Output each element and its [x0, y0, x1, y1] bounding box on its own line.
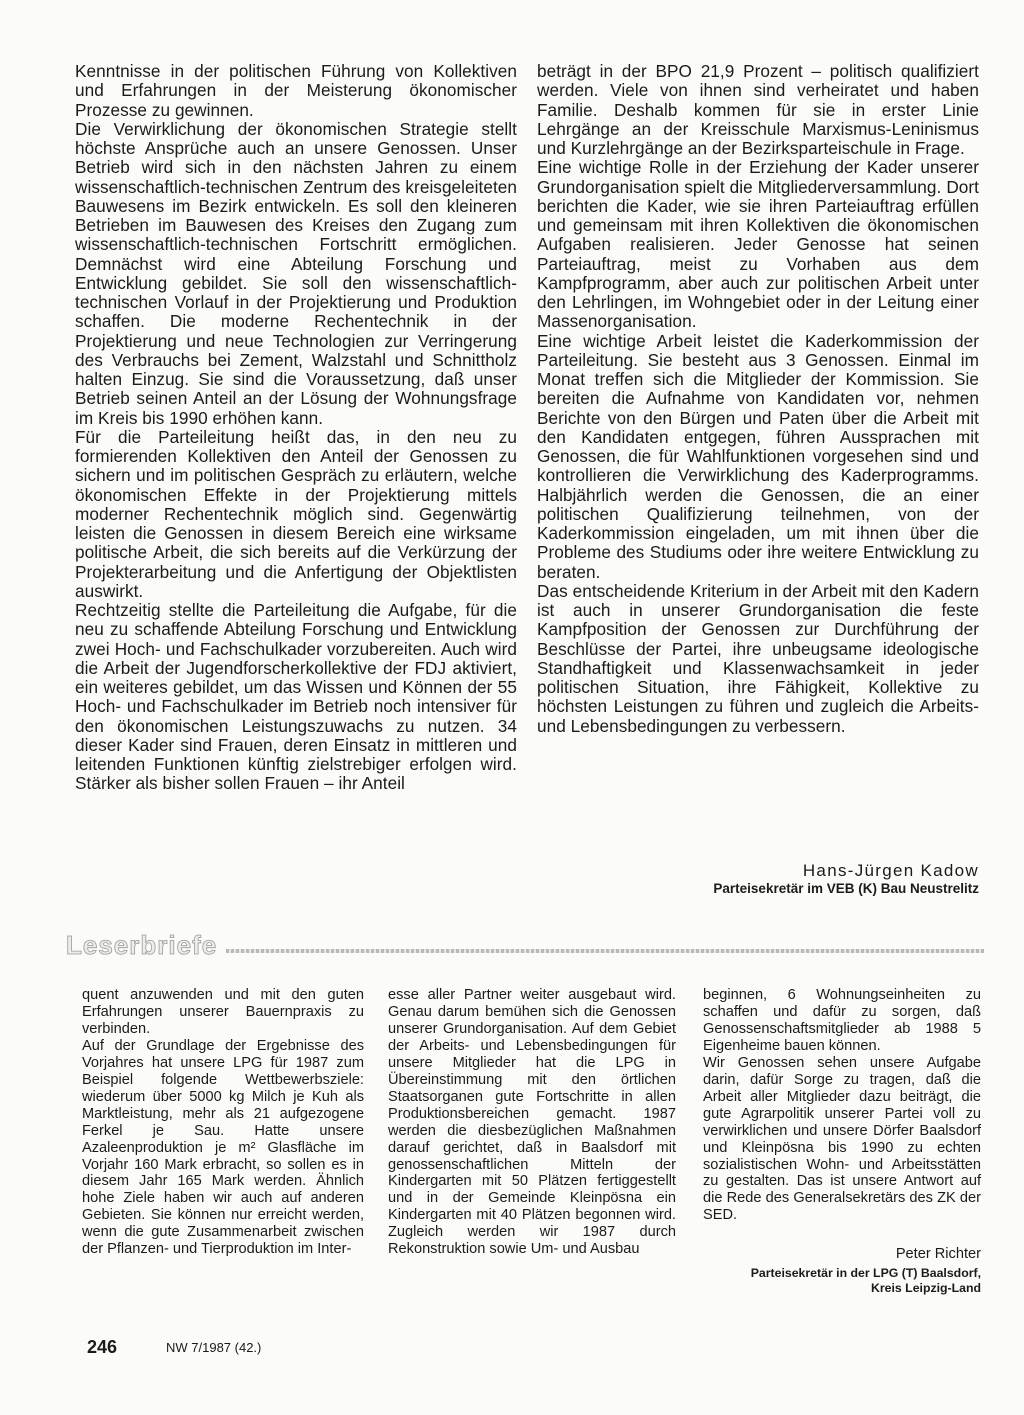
article-paragraph: Eine wichtige Arbeit leistet die Kaderkommission der Parteileitung. Sie besteht aus 3 Genossen. Einmal im Monat treffen sich die Mitglieder der Kommission. Sie bereiten die Aufnahme von Kandidaten vor, nehmen Berichte von den Bürgen und Paten über die Arbeit mit den Kandidaten entgegen, führen Aussprachen mit Genossen, die für Wahlfunktionen vorgesehen sind und kontrollieren die Verwirklichung des Kaderprogramms. Halbjährlich werden die Genossen, die an einer politischen Qualifizierung teilnehmen, von der Kaderkommission eingeladen, um mit ihnen über die Probleme des Studiums oder ihre weitere Entwicklung zu beraten. [537, 330, 979, 582]
article-paragraph: Die Verwirklichung der ökonomischen Strategie stellt höchste Ansprüche auch an unsere Genossen. Unser Betrieb wird sich in den nächsten Jahren zu einem wissenschaftlich-technischen Zentrum des kreisgeleiteten Bauwesens im Bezirk entwickeln. Es soll den kleineren Betrieben im Bauwesen des Kreises den Zugang zum wissenschaftlich-technischen Fortschritt ermöglichen. Demnächst wird eine Abteilung Forschung und Entwicklung gebildet. Sie soll den wissenschaftlich-technischen Vorlauf in der Projektierung und Produktion schaffen. Die moderne Rechentechnik in der Projektierung und neue Technologien zur Verringerung des Verbrauchs bei Zement, Walzstahl und Schnittholz halten Einzug. Sie sind die Voraussetzung, daß unser Betrieb seinen Anteil an der Lösung der Wohnungsfrage im Kreis bis 1990 erhöhen kann. [75, 118, 517, 428]
issue-reference: NW 7/1987 (42.) [166, 1340, 262, 1355]
letter-paragraph: Wir Genossen sehen unsere Aufgabe darin, dafür Sorge zu tragen, daß die Arbeit aller Mitglieder dazu beiträgt, die gute Agrarpolitik unserer Partei voll zu verwirklichen und unsere Dörfer Baalsdorf und Kleinpösna bis 1990 zu echten sozialistischen Wohn- und Arbeitsstätten zu gestalten. Das ist unsere Antwort auf die Rede des Generalsekretärs des ZK der SED. [703, 1054, 981, 1224]
letter-author-role-line: Kreis Leipzig-Land [871, 1281, 981, 1295]
section-banner [66, 930, 984, 970]
letter-author: Peter Richter [895, 1246, 981, 1262]
article-author: Hans-Jürgen Kadow [802, 861, 979, 880]
article-author-role: Parteisekretär im VEB (K) Bau Neustrelitz [713, 881, 979, 896]
letter-author-role [703, 1266, 981, 1296]
letter-column-2 [388, 987, 676, 1258]
article-paragraph: Für die Parteileitung heißt das, in den neu zu formierenden Kollektiven den Anteil der Genossen zu sichern und im politischen Gespräch zu erläutern, welche ökonomischen Effekte in der Projektierung mittels moderner Rechentechnik möglich sind. Gegenwärtig leisten die Genossen in diesem Bereich eine wirksame politische Arbeit, die sich bereits auf die Verkürzung der Projekterarbeitung und die Anfertigung der Objektlisten auswirkt. [75, 426, 517, 601]
article-column-right [537, 62, 979, 736]
article-paragraph: Eine wichtige Rolle in der Erziehung der Kader unserer Grundorganisation spielt die Mitgliederversammlung. Dort berichten die Kader, wie sie ihren Parteiauftrag erfüllen und gemeinsam mit ihren Kollektiven die ökonomischen Aufgaben realisieren. Jeder Genosse hat seinen Parteiauftrag, meist zu Vorhaben aus dem Kampfprogramm, aber auch zur politischen Arbeit unter den Lehrlingen, im Wohngebiet oder in der Leitung einer Massenorganisation. [537, 157, 979, 332]
article-column-left [75, 62, 517, 794]
letter-column-3 [703, 987, 981, 1224]
article-paragraph: Kenntnisse in der politischen Führung von Kollektiven und Erfahrungen in der Meisterung ökonomischer Prozesse zu gewinnen. [75, 61, 517, 120]
letter-paragraph: beginnen, 6 Wohnungseinheiten zu schaffen und dafür zu sorgen, daß Genossenschaftsmitglieder ab 1988 5 Eigenheime bauen können. [703, 987, 981, 1054]
section-title: Leserbriefe [66, 930, 218, 960]
letter-paragraph: quent anzuwenden und mit den guten Erfahrungen unserer Bauernpraxis zu verbinden. [82, 987, 364, 1037]
letter-column-1 [82, 987, 364, 1258]
banner-rule [226, 949, 984, 953]
letter-paragraph: Auf der Grundlage der Ergebnisse des Vorjahres hat unsere LPG für 1987 zum Beispiel folgende Wettbewerbsziele: wiederum über 5000 kg Milch je Kuh als Marktleistung, mehr als 21 aufgezogene Ferkel je Sau. Hatte unsere Azaleenproduktion je m² Glasfläche im Vorjahr 160 Mark erbracht, so sollen es in diesem Jahr 165 Mark werden. Ähnlich hohe Ziele haben wir auch auf anderen Gebieten. Sie können nur erreicht werden, wenn die gute Zusammenarbeit zwischen der Pflanzen- und Tierproduktion im Inter- [82, 1037, 364, 1258]
article-paragraph: Das entscheidende Kriterium in der Arbeit mit den Kadern ist auch in unserer Grundorganisation die feste Kampfposition der Genossen zur Durchführung der Beschlüsse der Partei, ihre unbeugsame ideologische Standhaftigkeit und Klassenwachsamkeit in jeder politischen Situation, ihre Fähigkeit, Kollektive zu höchsten Leistungen zu führen und zugleich die Arbeits- und Lebensbedingungen zu verbessern. [537, 580, 979, 736]
page-number: 246 [87, 1337, 118, 1357]
letter-author-role-line: Parteisekretär in der LPG (T) Baalsdorf, [750, 1266, 981, 1280]
article-paragraph: Rechtzeitig stellte die Parteileitung die Aufgabe, für die neu zu schaffende Abteilung Forschung und Entwicklung zwei Hoch- und Fachschulkader vorzubereiten. Auch wird die Arbeit der Jugendforscherkollektive der FDJ aktiviert, ein weiteres gebildet, um das Wissen und Können der 55 Hoch- und Fachschulkader im Betrieb noch intensiver für den ökonomischen Leistungszuwachs zu nutzen. 34 dieser Kader sind Frauen, deren Einsatz in mittleren und leitenden Funktionen künftig zielstrebiger erfolgen wird. Stärker als bisher sollen Frauen – ihr Anteil [75, 600, 517, 794]
article-paragraph: beträgt in der BPO 21,9 Prozent – politisch qualifiziert werden. Viele von ihnen sind verheiratet und haben Familie. Deshalb kommen für sie in erster Linie Lehrgänge an der Kreisschule Marxismus-Leninismus und Kurzlehrgänge an der Bezirksparteischule in Frage. [537, 61, 979, 158]
letter-paragraph: esse aller Partner weiter ausgebaut wird. Genau darum bemühen sich die Genossen unserer Grundorganisation. Auf dem Gebiet der Arbeits- und Lebensbedingungen für unsere Mitglieder hat die LPG in Übereinstimmung mit den örtlichen Staatsorganen gute Fortschritte in allen Produktionsbereichen gemacht. 1987 werden die diesbezüglichen Maßnahmen darauf gerichtet, daß in Baalsdorf mit genossenschaftlichen Mitteln der Kindergarten mit 50 Plätzen fertiggestellt und in der Gemeinde Kleinpösna ein Kindergarten mit 40 Plätzen begonnen wird. Zugleich werden wir 1987 durch Rekonstruktion sowie Um- und Ausbau [388, 987, 676, 1258]
